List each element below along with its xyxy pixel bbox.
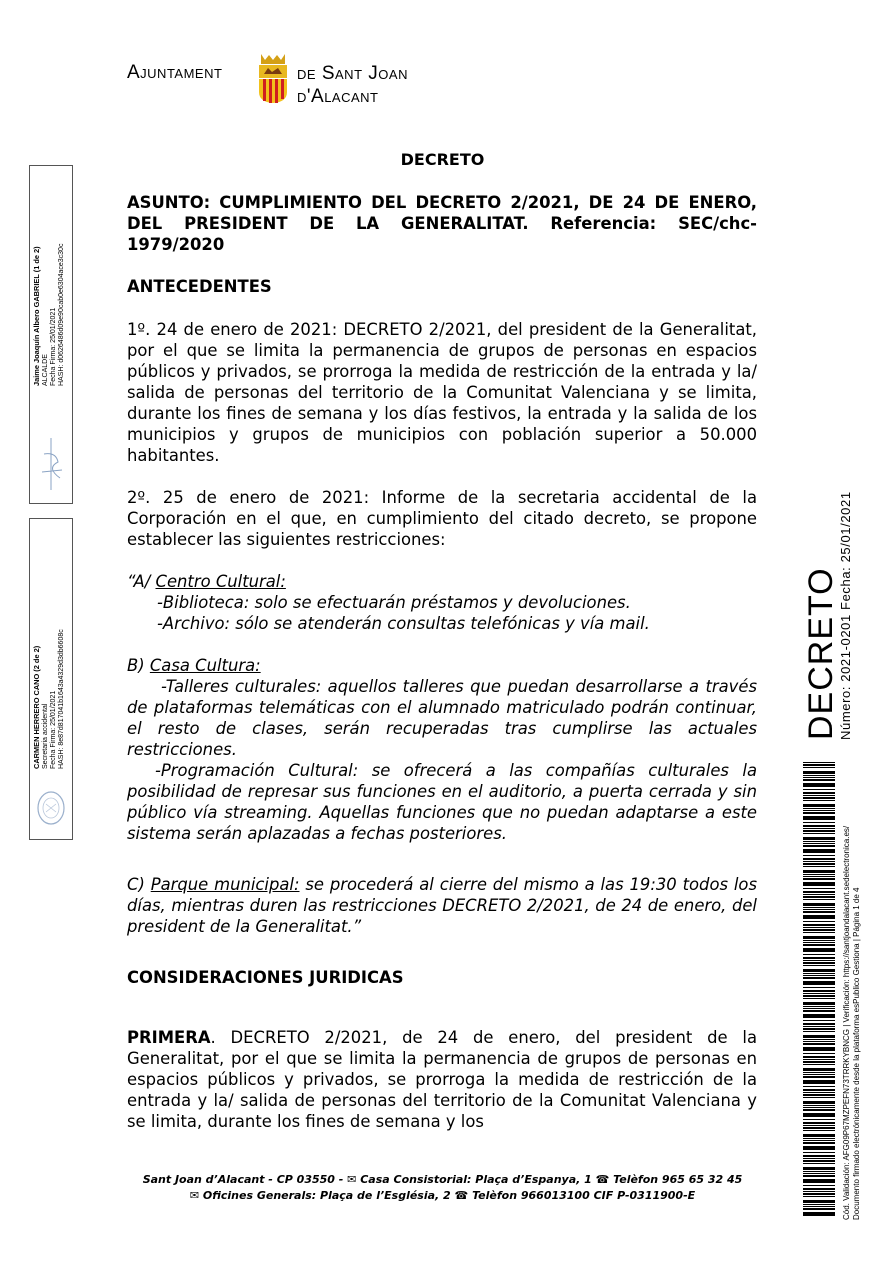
section-a-title: Centro Cultural: xyxy=(155,572,286,591)
signature-box-2 xyxy=(29,518,73,840)
signature-1-details xyxy=(33,244,66,386)
signature-box-1 xyxy=(29,165,73,504)
signature-1-hash: HASH: d0626486d09e90cab0e6304ace3c30c xyxy=(58,243,65,386)
logo-ajuntament-text: Ajuntament xyxy=(127,62,223,83)
logo-municipality-text: de Sant Joan d'Alacant xyxy=(297,63,408,107)
primera-label: PRIMERA xyxy=(127,1028,211,1047)
footer-line-2: ✉ Oficines Generals: Plaça de l’Església, 2 ☎ Telèfon 966013100 CIF P-0311900-E xyxy=(189,1189,696,1202)
side-validation-line-2: Documento firmado electrónicamente desde la plataforma esPublico Gestiona | Página 1 de 4 xyxy=(852,887,861,1220)
consideraciones-heading: CONSIDERACIONES JURIDICAS xyxy=(127,968,404,987)
side-validation-line-1: Cód. Validación: AFG09P67MZPEFN73TRRKYBNCG | Verificación: https://santjoandalacant.sedelectronica.es/ xyxy=(842,825,851,1220)
antecedent-1: 1º. 24 de enero de 2021: DECRETO 2/2021, del president de la Generalitat, por el que se limita la permanencia de grupos de personas en espacios públicos y privados, se prorroga la medida de restricción de la entrada y la/ salida de personas del territorio de la Comunitat Valenciana y se limita, durante los fines de semana y los días festivos, la entrada y la salida de los municipios y grupos de municipios con población superior a 50.000 habitantes. xyxy=(127,320,757,465)
section-a-item-1: -Biblioteca: solo se efectuarán préstamos y devoluciones. xyxy=(157,593,631,612)
side-number-date: Número: 2021-0201 Fecha: 25/01/2021 xyxy=(838,491,853,740)
section-c-prefix: C) xyxy=(127,875,151,894)
document-title: DECRETO xyxy=(400,150,485,169)
signature-2-hash: HASH: 8e87d817041b1643a4329d3db6608c xyxy=(58,629,65,769)
signature-2-name: CARMEN HERRERO CANO (2 de 2) xyxy=(32,645,41,769)
town-crest-icon xyxy=(256,52,290,104)
signature-2-details xyxy=(33,629,66,769)
official-seal-icon xyxy=(35,787,67,829)
section-b xyxy=(127,655,757,844)
signature-1-role: ALCALDE xyxy=(42,354,49,386)
antecedent-2: 2º. 25 de enero de 2021: Informe de la secretaria accidental de la Corporación en el que, en cumplimiento del citado decreto, se propone establecer las siguientes restricciones: xyxy=(127,488,757,549)
signature-2-date: Fecha Firma: 25/01/2021 xyxy=(50,690,57,769)
antecedentes-heading: ANTECEDENTES xyxy=(127,277,272,296)
subject: ASUNTO: CUMPLIMIENTO DEL DECRETO 2/2021, DE 24 DE ENERO, DEL PRESIDENT DE LA GENERALITAT. Referencia: SEC/chc-1979/2020 xyxy=(127,193,757,254)
section-b-title: Casa Cultura: xyxy=(149,656,261,675)
section-b-item-2: -Programación Cultural: se ofrecerá a las compañías culturales la posibilidad de represar sus funciones en el auditorio, a puerta cerrada y sin público vía streaming. Aquellas funciones que no puedan adaptarse a este sistema serán aplazadas a fechas posteriores. xyxy=(127,761,757,843)
section-c xyxy=(127,874,757,937)
signature-1-name: Jaime Joaquín Albero GABRIEL (1 de 2) xyxy=(32,246,41,386)
section-a xyxy=(127,571,757,634)
section-a-prefix: “A/ xyxy=(127,572,156,591)
section-b-prefix: B) xyxy=(127,656,150,675)
primera-paragraph xyxy=(127,1027,757,1132)
section-b-item-1: -Talleres culturales: aquellos talleres que puedan desarrollarse a través de plataformas telemáticas con el alumnado matriculado podrán continuar, el resto de clases, serán recuperadas tras cumplirse las actuales restricciones. xyxy=(127,677,757,759)
section-c-title: Parque municipal: xyxy=(150,875,300,894)
section-c-text: se procederá al cierre del mismo a las 19:30 todos los días, mientras duren las restricciones DECRETO 2/2021, de 24 de enero, del president de la Generalitat.” xyxy=(127,875,757,936)
handwritten-signature-icon xyxy=(36,434,66,494)
side-validation-code xyxy=(842,826,862,1220)
barcode-icon xyxy=(803,762,835,1217)
signature-2-role: Secretaria accidental xyxy=(42,703,49,769)
footer-line-1: Sant Joan d’Alacant - CP 03550 - ✉ Casa Consistorial: Plaça d’Espanya, 1 ☎ Telèfon 965 65 32 45 xyxy=(142,1173,743,1186)
section-a-item-2: -Archivo: sólo se atenderán consultas telefónicas y vía mail. xyxy=(157,614,650,633)
signature-1-date: Fecha Firma: 25/01/2021 xyxy=(50,307,57,386)
primera-text: . DECRETO 2/2021, de 24 de enero, del president de la Generalitat, por el que se limita la permanencia de grupos de personas en espacios públicos y privados, se prorroga la medida de restricción de la entrada y la/ salida de personas del territorio de la Comunitat Valenciana y se limita, durante los fines de semana y los xyxy=(127,1028,757,1131)
side-decreto-label: DECRETO xyxy=(802,567,840,740)
